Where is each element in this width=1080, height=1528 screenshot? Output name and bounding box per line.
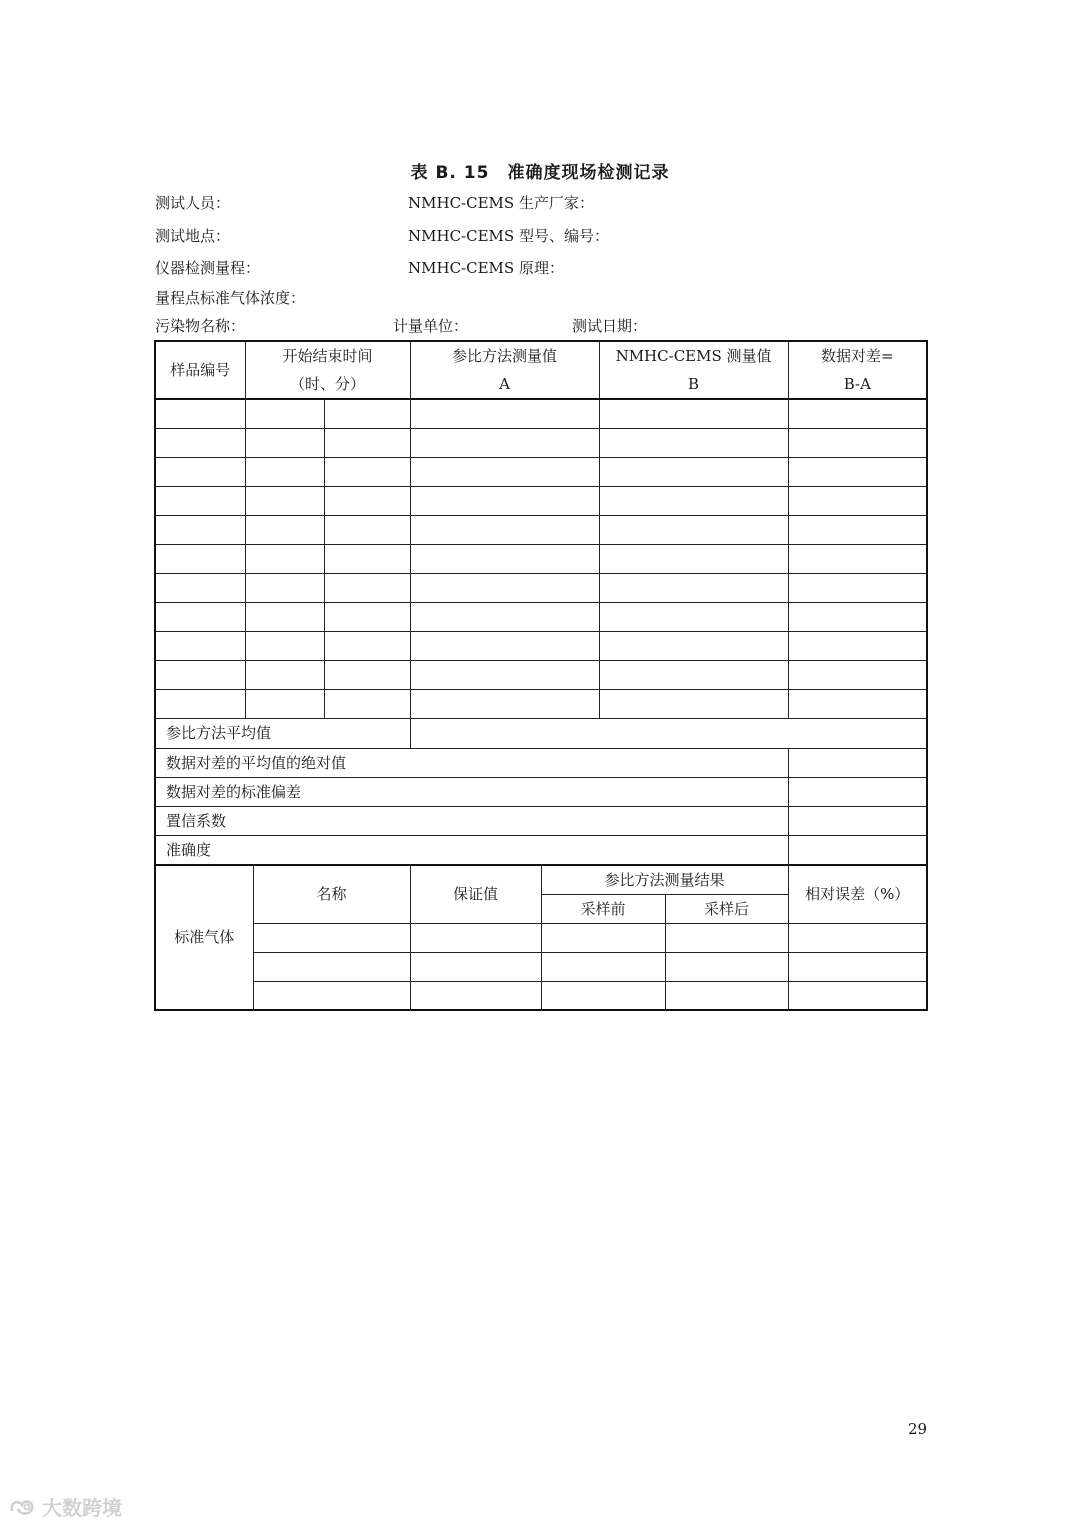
data-cell bbox=[410, 689, 599, 718]
header-ref-line1: 参比方法测量值 bbox=[452, 347, 558, 365]
data-cell bbox=[324, 660, 410, 689]
header-sample-no: 样品编号 bbox=[155, 341, 245, 399]
data-cell bbox=[599, 515, 788, 544]
data-cell bbox=[324, 515, 410, 544]
std-gas-cell bbox=[410, 952, 541, 981]
std-gas-name-header: 名称 bbox=[253, 865, 410, 924]
data-cell bbox=[599, 457, 788, 486]
data-cell bbox=[324, 457, 410, 486]
data-row bbox=[155, 660, 927, 689]
data-cell bbox=[324, 544, 410, 573]
data-cell bbox=[155, 428, 245, 457]
std-gas-rel-error-header: 相对误差（%） bbox=[788, 865, 927, 924]
data-cell bbox=[155, 631, 245, 660]
principle-field: NMHC-CEMS 原理： bbox=[408, 259, 564, 277]
data-cell bbox=[788, 689, 927, 718]
data-row bbox=[155, 428, 927, 457]
unit-field: 计量单位： bbox=[393, 317, 469, 335]
std-gas-cell bbox=[253, 952, 410, 981]
std-gas-row bbox=[155, 923, 927, 952]
data-cell bbox=[788, 457, 927, 486]
model-field: NMHC-CEMS 型号、编号： bbox=[408, 227, 609, 245]
watermark-logo-icon bbox=[8, 1495, 36, 1519]
std-gas-ref-result-header: 参比方法测量结果 bbox=[541, 865, 788, 895]
data-row bbox=[155, 573, 927, 602]
ref-avg-label: 参比方法平均值 bbox=[155, 718, 410, 748]
std-gas-cell bbox=[665, 923, 788, 952]
data-cell bbox=[410, 486, 599, 515]
manufacturer-field: NMHC-CEMS 生产厂家： bbox=[408, 194, 594, 212]
accuracy-row bbox=[155, 835, 927, 865]
std-gas-label: 标准气体 bbox=[155, 865, 253, 1011]
span-gas-field: 量程点标准气体浓度： bbox=[155, 289, 306, 307]
table-title: 表 B. 15 准确度现场检测记录 bbox=[410, 163, 670, 183]
std-gas-row bbox=[155, 981, 927, 1010]
data-cell bbox=[599, 428, 788, 457]
std-gas-cell bbox=[541, 952, 665, 981]
std-gas-cell bbox=[665, 981, 788, 1010]
std-diff-row bbox=[155, 777, 927, 806]
data-cell bbox=[788, 515, 927, 544]
data-row bbox=[155, 544, 927, 573]
tester-field: 测试人员： bbox=[155, 194, 231, 212]
data-cell bbox=[599, 399, 788, 428]
data-cell bbox=[599, 660, 788, 689]
data-cell bbox=[155, 515, 245, 544]
ref-avg-value bbox=[410, 718, 927, 748]
std-gas-cell bbox=[788, 923, 927, 952]
data-cell bbox=[155, 399, 245, 428]
data-cell bbox=[155, 573, 245, 602]
data-cell bbox=[245, 631, 324, 660]
data-cell bbox=[155, 457, 245, 486]
data-cell bbox=[410, 602, 599, 631]
header-cems-value bbox=[599, 341, 788, 399]
header-cems-line2: B bbox=[688, 375, 700, 393]
data-cell bbox=[788, 660, 927, 689]
data-cell bbox=[155, 689, 245, 718]
data-cell bbox=[788, 399, 927, 428]
header-ref-value bbox=[410, 341, 599, 399]
data-cell bbox=[410, 428, 599, 457]
data-row bbox=[155, 399, 927, 428]
std-gas-cell bbox=[541, 923, 665, 952]
data-cell bbox=[324, 689, 410, 718]
data-cell bbox=[788, 602, 927, 631]
data-cell bbox=[788, 428, 927, 457]
std-gas-before-header: 采样前 bbox=[541, 894, 665, 923]
data-cell bbox=[599, 486, 788, 515]
data-cell bbox=[324, 631, 410, 660]
data-cell bbox=[155, 602, 245, 631]
std-diff-label: 数据对差的标准偏差 bbox=[155, 777, 788, 806]
std-gas-header-row-1 bbox=[155, 865, 927, 895]
data-cell bbox=[324, 428, 410, 457]
data-cell bbox=[324, 602, 410, 631]
accuracy-label: 准确度 bbox=[155, 835, 788, 865]
header-row bbox=[155, 341, 927, 399]
data-cell bbox=[599, 602, 788, 631]
header-cems-line1: NMHC-CEMS 测量值 bbox=[615, 347, 772, 365]
data-row bbox=[155, 689, 927, 718]
abs-mean-diff-value bbox=[788, 748, 927, 777]
data-cell bbox=[788, 631, 927, 660]
data-row bbox=[155, 486, 927, 515]
data-cell bbox=[245, 689, 324, 718]
header-diff-line2: B-A bbox=[843, 375, 871, 393]
data-row bbox=[155, 602, 927, 631]
std-gas-cell bbox=[253, 923, 410, 952]
confidence-row bbox=[155, 806, 927, 835]
data-cell bbox=[410, 399, 599, 428]
std-gas-cell bbox=[665, 952, 788, 981]
accuracy-value bbox=[788, 835, 927, 865]
std-diff-value bbox=[788, 777, 927, 806]
std-gas-cell bbox=[253, 981, 410, 1010]
std-gas-cell bbox=[788, 952, 927, 981]
std-gas-cell bbox=[788, 981, 927, 1010]
watermark bbox=[8, 1492, 122, 1521]
data-cell bbox=[599, 544, 788, 573]
header-ref-line2: A bbox=[499, 375, 510, 393]
data-cell bbox=[410, 457, 599, 486]
location-field: 测试地点： bbox=[155, 227, 231, 245]
data-cell bbox=[245, 544, 324, 573]
confidence-value bbox=[788, 806, 927, 835]
data-cell bbox=[245, 660, 324, 689]
data-cell bbox=[245, 602, 324, 631]
data-cell bbox=[245, 486, 324, 515]
data-cell bbox=[245, 457, 324, 486]
date-field: 测试日期： bbox=[572, 317, 648, 335]
data-cell bbox=[410, 515, 599, 544]
data-row bbox=[155, 457, 927, 486]
data-cell bbox=[599, 689, 788, 718]
accuracy-record-table bbox=[154, 340, 928, 1011]
data-cell bbox=[788, 573, 927, 602]
abs-mean-diff-label: 数据对差的平均值的绝对值 bbox=[155, 748, 788, 777]
std-gas-cell bbox=[410, 981, 541, 1010]
data-cell bbox=[245, 428, 324, 457]
pollutant-field: 污染物名称： bbox=[155, 317, 246, 335]
data-cell bbox=[324, 573, 410, 602]
abs-mean-diff-row bbox=[155, 748, 927, 777]
data-cell bbox=[599, 573, 788, 602]
data-cell bbox=[410, 544, 599, 573]
data-cell bbox=[410, 631, 599, 660]
std-gas-cell bbox=[541, 981, 665, 1010]
data-row bbox=[155, 631, 927, 660]
std-gas-cell bbox=[410, 923, 541, 952]
watermark-text: 大数跨境 bbox=[42, 1496, 122, 1520]
data-cell bbox=[788, 544, 927, 573]
header-time-line2: （时、分） bbox=[290, 375, 366, 393]
page-number: 29 bbox=[908, 1420, 928, 1438]
header-diff bbox=[788, 341, 927, 399]
header-time bbox=[245, 341, 410, 399]
data-cell bbox=[245, 573, 324, 602]
confidence-label: 置信系数 bbox=[155, 806, 788, 835]
data-cell bbox=[155, 544, 245, 573]
data-cell bbox=[324, 399, 410, 428]
data-row bbox=[155, 515, 927, 544]
data-cell bbox=[410, 660, 599, 689]
data-cell bbox=[788, 486, 927, 515]
range-field: 仪器检测量程： bbox=[155, 259, 261, 277]
ref-avg-row bbox=[155, 718, 927, 748]
header-diff-line1: 数据对差= bbox=[821, 347, 894, 365]
std-gas-guaranteed-header: 保证值 bbox=[410, 865, 541, 924]
std-gas-after-header: 采样后 bbox=[665, 894, 788, 923]
data-cell bbox=[324, 486, 410, 515]
data-cell bbox=[245, 399, 324, 428]
data-cell bbox=[245, 515, 324, 544]
header-time-line1: 开始结束时间 bbox=[282, 347, 373, 365]
std-gas-row bbox=[155, 952, 927, 981]
data-cell bbox=[410, 573, 599, 602]
data-cell bbox=[155, 660, 245, 689]
data-cell bbox=[155, 486, 245, 515]
data-cell bbox=[599, 631, 788, 660]
